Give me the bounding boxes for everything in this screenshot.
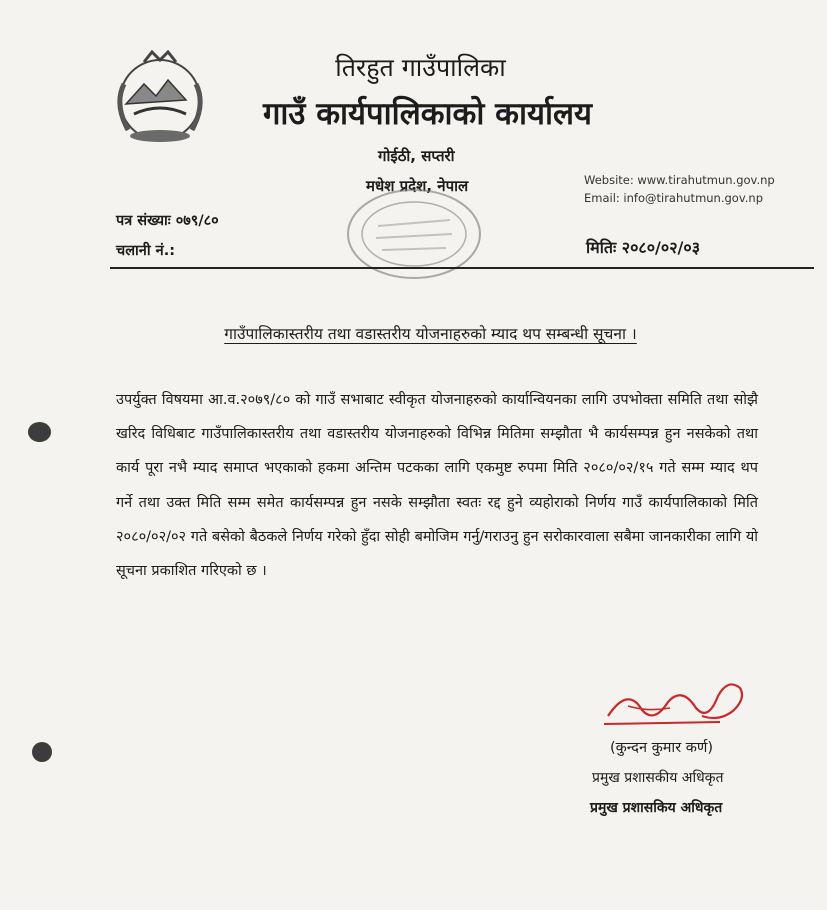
notice-subject-text: गाउँपालिकास्तरीय तथा वडास्तरीय योजनाहरुको म्याद थप सम्बन्धी सूचना । — [224, 325, 637, 343]
email-text: Email: info@tirahutmun.gov.np — [584, 191, 763, 205]
notice-body: उपर्युक्त विषयमा आ.व.२०७९/८० को गाउँ सभाबाट स्वीकृत योजनाहरुको कार्यान्वियनका लागि उपभोक्ता समिति तथा सोझै खरिद विधिबाट गाउँपालिकास्तरीय तथा वडास्तरीय योजनाहरुको विभिन्न मितिमा सम्झौता भै कार्यसम्पन्न हुन नसकेको तथा कार्य पूरा नभै म्याद समाप्त भएकाको हकमा अन्तिम पटकका लागि एकमुष्ट रुपमा मिति २०८०/०२/१५ गते सम्म म्याद थप गर्ने तथा उक्त मिति सम्म समेत कार्यसम्पन्न हुन नसके सम्झौता स्वतः रद्द हुने व्यहोराको निर्णय गाउँ कार्यपालिकाको मिति २०८०/०२/०२ गते बसेको बैठकले निर्णय गरेको हुँदा सोही बमोजिम गर्नु/गराउनु हुन सरोकारवाला सबैमा जानकारीका लागि यो सूचना प्रकाशित गरिएको छ । — [116, 392, 758, 580]
website-text: Website: www.tirahutmun.gov.np — [584, 173, 775, 187]
punch-hole — [32, 742, 52, 762]
header-divider — [110, 267, 814, 269]
letter-date: मितिः २०८०/०२/०३ — [586, 238, 701, 257]
letter-number: पत्र संख्याः ०७९/८० — [116, 213, 219, 229]
dispatch-number: चलानी नं.: — [116, 243, 175, 259]
signatory-title-stamp: प्रमुख प्रशासकिय अधिकृत — [590, 800, 723, 816]
signatory-title: प्रमुख प्रशासकीय अधिकृत — [592, 770, 724, 786]
address-line-1: गोईठी, सप्तरी — [378, 147, 455, 165]
notice-subject — [0, 322, 827, 344]
punch-hole — [28, 422, 51, 442]
signature — [598, 676, 748, 738]
address-line-2: मधेश प्रदेश, नेपाल — [366, 177, 469, 195]
signatory-name: (कुन्दन कुमार कर्ण) — [610, 740, 714, 756]
office-seal-stamp — [338, 182, 490, 292]
office-name: गाउँ कार्यपालिकाको कार्यालय — [262, 96, 593, 132]
municipality-name: तिरहुत गाउँपालिका — [335, 53, 506, 82]
